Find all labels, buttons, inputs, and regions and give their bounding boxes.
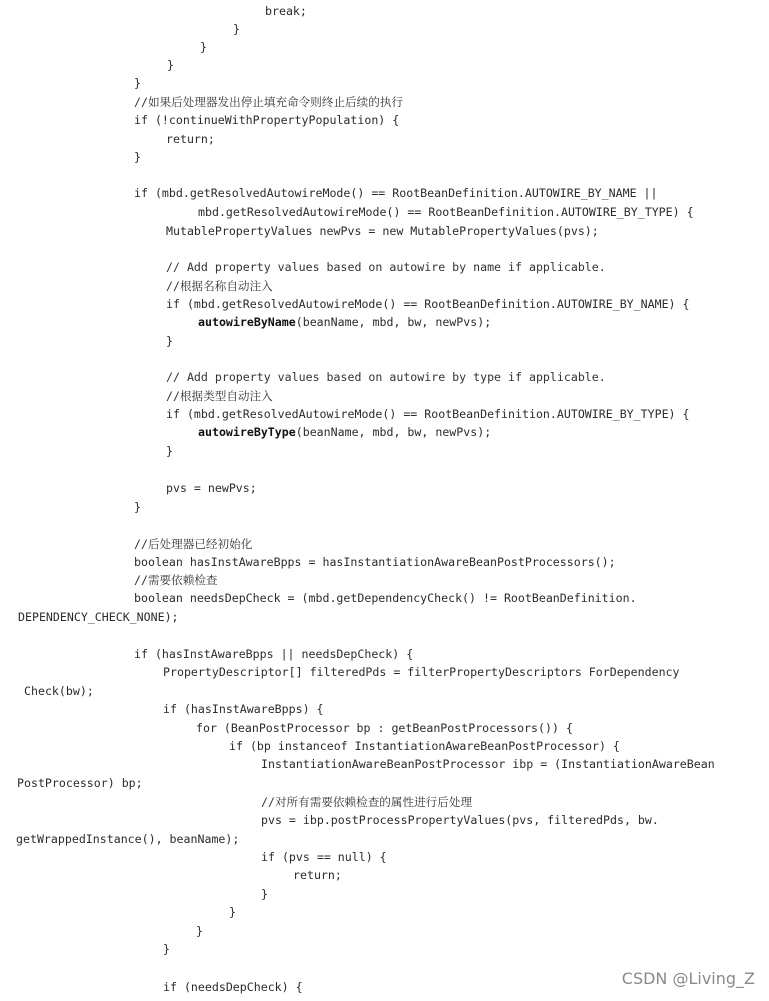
code-text: }: [196, 924, 203, 938]
code-text: }: [134, 500, 141, 514]
code-text: // Add property values based on autowire by name if applicable.: [166, 260, 606, 274]
code-line: [134, 591, 637, 605]
code-text: }: [166, 334, 173, 348]
code-text: if (hasInstAwareBpps || needsDepCheck) {: [134, 647, 414, 661]
code-text: return;: [293, 868, 342, 882]
code-line: [293, 868, 342, 882]
code-text: }: [166, 444, 173, 458]
code-text: (beanName, mbd, bw, newPvs);: [295, 425, 492, 439]
code-text: }: [167, 58, 174, 72]
code-line: [196, 924, 203, 938]
code-text: if (pvs == null) {: [261, 850, 387, 864]
code-line: [163, 665, 680, 679]
code-text: if (!continueWithPropertyPopulation) {: [134, 113, 400, 127]
code-text: DEPENDENCY_CHECK_NONE);: [18, 610, 179, 624]
code-line: [166, 389, 273, 403]
code-line: [134, 537, 252, 551]
code-text: (beanName, mbd, bw, newPvs);: [295, 315, 492, 329]
code-text: PostProcessor) bp;: [17, 776, 143, 790]
code-line: [134, 113, 399, 127]
code-line: [261, 757, 715, 771]
code-text: }: [134, 76, 141, 90]
code-text: InstantiationAwareBeanPostProcessor ibp = (InstantiationAwareBean: [261, 757, 715, 771]
code-line: [166, 132, 215, 146]
code-text: if (bp instanceof InstantiationAwareBeanPostProcessor) {: [229, 739, 620, 753]
code-text: MutablePropertyValues newPvs = new MutablePropertyValues(pvs);: [166, 224, 599, 238]
code-line: [134, 76, 141, 90]
code-text: if (hasInstAwareBpps) {: [163, 702, 324, 716]
code-text: for (BeanPostProcessor bp : getBeanPostProcessors()) {: [196, 721, 573, 735]
code-line: [134, 573, 218, 587]
code-line: [229, 905, 236, 919]
code-text: //需要依赖检查: [134, 573, 218, 587]
code-text: return;: [166, 132, 215, 146]
code-text: //根据类型自动注入: [166, 389, 273, 403]
code-text: }: [200, 40, 207, 54]
code-line: [198, 425, 491, 439]
code-line: [198, 205, 694, 219]
code-text: //后处理器已经初始化: [134, 537, 253, 551]
code-line: [134, 647, 413, 661]
code-text: //根据名称自动注入: [166, 279, 273, 293]
code-line: [17, 776, 143, 790]
code-text: }: [229, 905, 236, 919]
code-text: if (mbd.getResolvedAutowireMode() == RootBeanDefinition.AUTOWIRE_BY_TYPE) {: [166, 407, 690, 421]
code-line: [261, 850, 387, 864]
code-line: [198, 315, 491, 329]
method-call-bold: autowireByName: [198, 315, 296, 329]
code-text: getWrappedInstance(), beanName);: [16, 832, 240, 846]
code-line: [16, 832, 239, 846]
code-line: [134, 555, 616, 569]
code-line: [134, 186, 658, 200]
code-line: [163, 702, 324, 716]
code-line: [166, 224, 599, 238]
code-text: }: [134, 150, 141, 164]
code-text: if (mbd.getResolvedAutowireMode() == RootBeanDefinition.AUTOWIRE_BY_NAME) {: [166, 297, 690, 311]
code-line: [166, 279, 273, 293]
code-line: [163, 980, 303, 994]
code-line: [261, 887, 268, 901]
code-text: }: [163, 942, 170, 956]
code-text: break;: [265, 4, 307, 18]
code-text: pvs = ibp.postProcessPropertyValues(pvs, filteredPds, bw.: [261, 813, 659, 827]
code-line: [166, 370, 606, 384]
code-line: [200, 40, 207, 54]
code-text: mbd.getResolvedAutowireMode() == RootBeanDefinition.AUTOWIRE_BY_TYPE) {: [198, 205, 694, 219]
code-text: pvs = newPvs;: [166, 481, 257, 495]
code-text: if (needsDepCheck) {: [163, 980, 303, 994]
code-line: [261, 795, 472, 809]
code-line: [166, 334, 173, 348]
code-text: // Add property values based on autowire by type if applicable.: [166, 370, 606, 384]
code-text: //如果后处理器发出停止填充命令则终止后续的执行: [134, 95, 404, 109]
code-line: [196, 721, 573, 735]
code-line: [229, 739, 620, 753]
code-text: if (mbd.getResolvedAutowireMode() == RootBeanDefinition.AUTOWIRE_BY_NAME ||: [134, 186, 658, 200]
code-line: [166, 297, 690, 311]
code-line: [166, 444, 173, 458]
code-text: }: [261, 887, 268, 901]
code-line: [233, 22, 240, 36]
method-call-bold: autowireByType: [198, 425, 296, 439]
code-text: boolean needsDepCheck = (mbd.getDependencyCheck() != RootBeanDefinition.: [134, 591, 637, 605]
code-line: [18, 610, 179, 624]
code-line: [167, 58, 174, 72]
csdn-watermark: CSDN @Living_Z: [621, 969, 755, 988]
code-text: boolean hasInstAwareBpps = hasInstantiationAwareBeanPostProcessors();: [134, 555, 616, 569]
code-line: [134, 95, 403, 109]
code-line: [163, 942, 170, 956]
code-line: [265, 4, 307, 18]
code-text: Check(bw);: [24, 684, 94, 698]
code-line: [166, 407, 690, 421]
code-text: //对所有需要依赖检查的属性进行后处理: [261, 795, 473, 809]
code-line: [24, 684, 94, 698]
code-line: [261, 813, 659, 827]
code-line: [166, 481, 257, 495]
code-text: }: [233, 22, 240, 36]
code-text: PropertyDescriptor[] filteredPds = filterPropertyDescriptors ForDependency: [163, 665, 680, 679]
code-line: [134, 150, 141, 164]
code-line: [166, 260, 606, 274]
code-line: [134, 500, 141, 514]
